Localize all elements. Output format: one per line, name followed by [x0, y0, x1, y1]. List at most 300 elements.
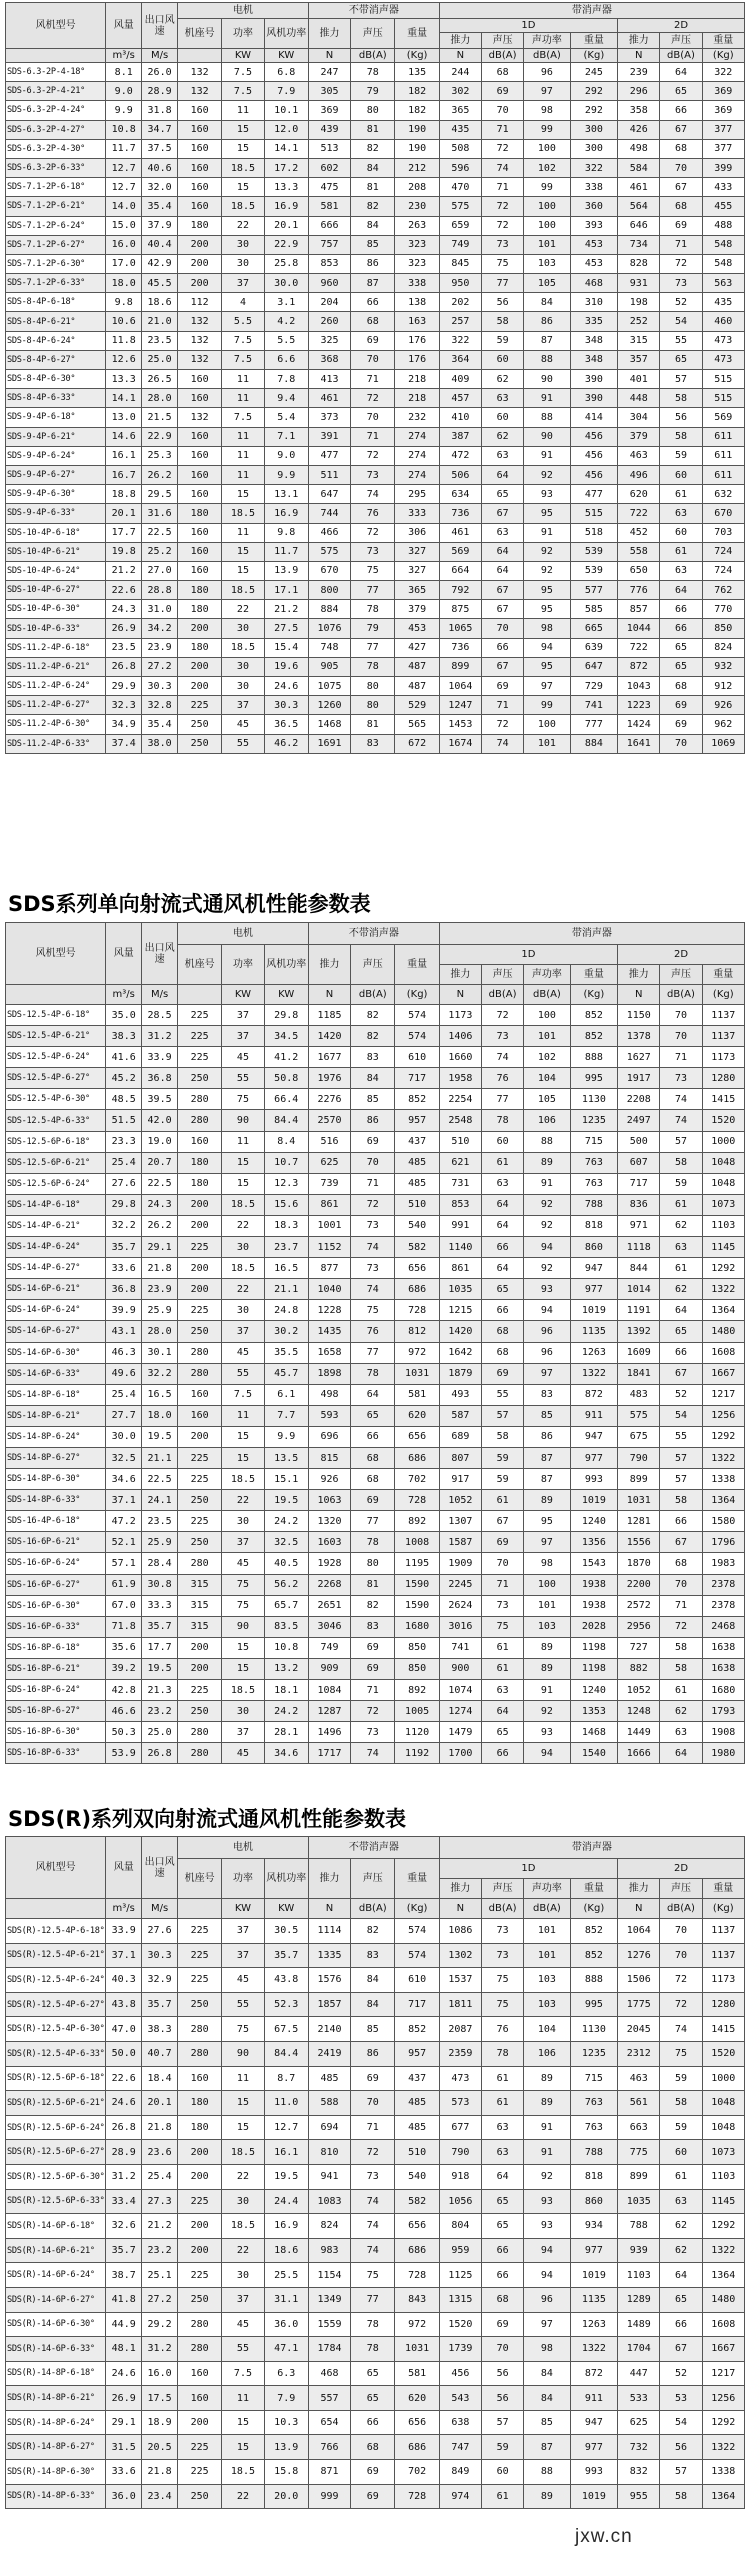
table-row — [6, 485, 745, 504]
table-cell: 91 — [524, 1173, 570, 1194]
cell-model: SDS-14-8P-6-18° — [6, 1384, 106, 1405]
table-cell: 7.8 — [264, 370, 308, 389]
table-cell: 64 — [481, 1258, 523, 1279]
table-cell: 77 — [351, 581, 395, 600]
table-cell: 78 — [351, 657, 395, 676]
table-cell: 66 — [660, 101, 702, 120]
table-cell: 92 — [524, 542, 570, 561]
table-cell: 94 — [524, 1300, 570, 1321]
table-cell: 22.9 — [142, 427, 178, 446]
unit-2d-sound-pressure: dB(A) — [660, 1899, 702, 1919]
table-cell: 1480 — [702, 1321, 744, 1342]
table-cell: 899 — [618, 2164, 660, 2189]
table-cell: 892 — [395, 1680, 439, 1701]
cell-model: SDS-16-8P-6-27° — [6, 1701, 106, 1722]
table-cell: 72 — [660, 254, 702, 273]
table-cell: 55 — [222, 1363, 264, 1384]
table-cell: 763 — [570, 1152, 618, 1173]
table-cell: 23.5 — [106, 638, 142, 657]
unit-sound-pressure: dB(A) — [351, 1899, 395, 1919]
table-cell: 9.0 — [106, 82, 142, 101]
table-cell: 55 — [481, 1384, 523, 1405]
table-cell: 180 — [178, 504, 222, 523]
table-cell: 28.8 — [142, 581, 178, 600]
table-cell: 30.8 — [142, 1574, 178, 1595]
cell-model: SDS(R)-14-8P-6-27° — [6, 2435, 106, 2460]
unit-2d-thrust: N — [618, 1899, 660, 1919]
table-cell: 2254 — [439, 1089, 481, 1110]
table-cell: 427 — [395, 638, 439, 657]
table-cell: 315 — [178, 1574, 222, 1595]
watermark: jxw.cn — [575, 2526, 633, 2547]
unit-2d-weight: (Kg) — [702, 49, 744, 63]
table-cell: 487 — [395, 677, 439, 696]
table-cell: 52.3 — [264, 1992, 308, 2017]
unit-airflow: m³/s — [106, 49, 142, 63]
table-row — [6, 1511, 745, 1532]
table-cell: 26.5 — [142, 370, 178, 389]
table-cell: 468 — [570, 274, 618, 293]
table-cell: 84.4 — [264, 1110, 308, 1131]
unit-fan-power: KW — [264, 1899, 308, 1919]
table-cell: 1240 — [570, 1680, 618, 1701]
table-cell: 78 — [351, 1532, 395, 1553]
table-cell: 728 — [395, 2263, 439, 2288]
table-cell: 64 — [660, 1743, 702, 1764]
table-cell: 77 — [351, 1342, 395, 1363]
table-cell: 30.2 — [264, 1321, 308, 1342]
table-cell: 180 — [178, 2115, 222, 2140]
table-cell: 100 — [524, 715, 570, 734]
table-cell: 81 — [351, 120, 395, 139]
table-cell: 473 — [702, 350, 744, 369]
table-cell: 37 — [222, 1919, 264, 1944]
table-cell: 91 — [524, 2115, 570, 2140]
table-cell: 37 — [222, 1943, 264, 1968]
table-cell: 36.0 — [264, 2312, 308, 2337]
table-cell: 225 — [178, 2460, 222, 2485]
table-cell: 5.4 — [264, 408, 308, 427]
table-cell: 160 — [178, 485, 222, 504]
table-cell: 4.2 — [264, 312, 308, 331]
table-cell: 218 — [395, 370, 439, 389]
table-cell: 92 — [524, 2164, 570, 2189]
table-cell: 70 — [660, 1574, 702, 1595]
table-cell: 75 — [481, 1992, 523, 2017]
table-cell: 2045 — [618, 2017, 660, 2042]
table-cell: 50.0 — [106, 2041, 142, 2066]
table-cell: 66 — [481, 1743, 523, 1764]
table-cell: 2200 — [618, 1574, 660, 1595]
table-cell: 2359 — [439, 2041, 481, 2066]
table-cell: 1064 — [618, 1919, 660, 1944]
table-cell: 741 — [439, 1637, 481, 1658]
table-cell: 280 — [178, 1743, 222, 1764]
table-cell: 1983 — [702, 1553, 744, 1574]
table-cell: 23.4 — [142, 2484, 178, 2509]
table-cell: 7.7 — [264, 1405, 308, 1426]
table-cell: 103 — [524, 1616, 570, 1637]
table-row — [6, 2263, 745, 2288]
table-row — [6, 1068, 745, 1089]
table-cell: 365 — [395, 581, 439, 600]
table-cell: 23.3 — [106, 1131, 142, 1152]
col-group-1d: 1D — [439, 19, 617, 33]
table-cell: 1130 — [570, 1089, 618, 1110]
table-cell: 135 — [395, 63, 439, 82]
table-cell: 736 — [439, 504, 481, 523]
table-cell: 569 — [439, 542, 481, 561]
table-cell: 97 — [524, 677, 570, 696]
table-cell: 539 — [570, 561, 618, 580]
table-row — [6, 1701, 745, 1722]
table-cell: 63 — [481, 523, 523, 542]
table-row — [6, 2214, 745, 2239]
table-cell: 7.5 — [222, 331, 264, 350]
col-1d-sound-power: 声功率 — [524, 1879, 570, 1899]
cell-model: SDS(R)-14-8P-6-33° — [6, 2484, 106, 2509]
table-cell: 7.5 — [222, 2361, 264, 2386]
table-cell: 22 — [222, 1490, 264, 1511]
table-cell: 1217 — [702, 2361, 744, 2386]
table-cell: 461 — [308, 389, 350, 408]
cell-model: SDS-6.3-2P-4-27° — [6, 120, 106, 139]
table-row — [6, 2066, 745, 2091]
table-cell: 1322 — [702, 1279, 744, 1300]
table-row — [6, 235, 745, 254]
table-cell: 724 — [702, 561, 744, 580]
table-cell: 2468 — [702, 1616, 744, 1637]
table-cell: 21.8 — [142, 2115, 178, 2140]
table-cell: 33.6 — [106, 1258, 142, 1279]
cell-model: SDS-9-4P-6-18° — [6, 408, 106, 427]
table-cell: 410 — [439, 408, 481, 427]
table-cell: 991 — [439, 1215, 481, 1236]
col-airflow: 风量 — [106, 1837, 142, 1899]
unit-1d-weight: (Kg) — [570, 1899, 618, 1919]
cell-model: SDS(R)-14-8P-6-21° — [6, 2386, 106, 2411]
table-cell: 861 — [308, 1194, 350, 1215]
table-cell: 61 — [481, 2066, 523, 2091]
cell-model: SDS(R)-12.5-6P-6-33° — [6, 2189, 106, 2214]
table-cell: 69 — [481, 1532, 523, 1553]
table-cell: 69 — [351, 331, 395, 350]
table-cell: 1064 — [439, 677, 481, 696]
table-cell: 202 — [439, 293, 481, 312]
table-cell: 66 — [481, 1300, 523, 1321]
table-cell: 82 — [351, 1026, 395, 1047]
table-cell: 1479 — [439, 1722, 481, 1743]
table-cell: 1083 — [308, 2189, 350, 2214]
table-cell: 310 — [570, 293, 618, 312]
table-cell: 70 — [481, 2337, 523, 2362]
table-cell: 12.6 — [106, 350, 142, 369]
table-cell: 46.3 — [106, 1342, 142, 1363]
table-cell: 72 — [351, 389, 395, 408]
table-cell: 977 — [570, 1447, 618, 1468]
table-cell: 24.1 — [142, 1490, 178, 1511]
table-cell: 37 — [222, 1532, 264, 1553]
cell-model: SDS-6.3-2P-4-21° — [6, 82, 106, 101]
cell-model: SDS-14-8P-6-24° — [6, 1426, 106, 1447]
table-row — [6, 657, 745, 676]
cell-model: SDS-11.2-4P-6-30° — [6, 715, 106, 734]
table-cell: 57 — [660, 1131, 702, 1152]
table-cell: 957 — [395, 1110, 439, 1131]
table-cell: 11.7 — [106, 139, 142, 158]
table-cell: 30 — [222, 1237, 264, 1258]
table-cell: 23.6 — [142, 2140, 178, 2165]
table-cell: 30 — [222, 677, 264, 696]
table-cell: 607 — [618, 1152, 660, 1173]
table-cell: 11.8 — [106, 331, 142, 350]
table-cell: 64 — [481, 561, 523, 580]
table-cell: 250 — [178, 1701, 222, 1722]
unit-1d-weight: (Kg) — [570, 49, 618, 63]
table-cell: 93 — [524, 2214, 570, 2239]
table-cell: 160 — [178, 1405, 222, 1426]
table-cell: 435 — [702, 293, 744, 312]
cell-model: SDS-8-4P-6-27° — [6, 350, 106, 369]
table-row — [6, 581, 745, 600]
table-cell: 35.4 — [142, 197, 178, 216]
table-cell: 30.3 — [264, 696, 308, 715]
table-cell: 373 — [308, 408, 350, 427]
table-cell: 1909 — [439, 1553, 481, 1574]
table-cell: 393 — [570, 216, 618, 235]
table-cell: 715 — [570, 2066, 618, 2091]
table-cell: 30 — [222, 2189, 264, 2214]
table-cell: 22.5 — [142, 1469, 178, 1490]
table-cell: 57 — [660, 1469, 702, 1490]
table-cell: 1031 — [618, 1490, 660, 1511]
table-cell: 1356 — [570, 1532, 618, 1553]
table-cell: 85 — [351, 1089, 395, 1110]
table-cell: 1260 — [308, 696, 350, 715]
table-cell: 132 — [178, 82, 222, 101]
table-cell: 92 — [524, 561, 570, 580]
table-cell: 934 — [570, 2214, 618, 2239]
table-cell: 11 — [222, 427, 264, 446]
table-cell: 24.6 — [106, 2361, 142, 2386]
table-cell: 13.2 — [264, 1658, 308, 1679]
table-cell: 2268 — [308, 1574, 350, 1595]
table-cell: 1137 — [702, 1919, 744, 1944]
table-cell: 905 — [308, 657, 350, 676]
table-cell: 656 — [395, 2214, 439, 2239]
table-cell: 61 — [481, 1152, 523, 1173]
table-cell: 61 — [660, 1258, 702, 1279]
table-cell: 995 — [570, 1068, 618, 1089]
table-cell: 160 — [178, 120, 222, 139]
table-cell: 200 — [178, 1426, 222, 1447]
table-cell: 15 — [222, 485, 264, 504]
table-cell: 49.6 — [106, 1363, 142, 1384]
col-outlet-speed: 出口风速 — [142, 3, 178, 49]
table-cell: 55 — [660, 331, 702, 350]
table-cell: 1084 — [308, 1680, 350, 1701]
table-cell: 65 — [481, 485, 523, 504]
table-cell: 621 — [439, 1152, 481, 1173]
table-cell: 18.6 — [264, 2238, 308, 2263]
table-cell: 57 — [481, 1405, 523, 1426]
table-cell: 10.3 — [264, 2410, 308, 2435]
table-cell: 86 — [351, 254, 395, 273]
table-cell: 322 — [702, 63, 744, 82]
table-cell: 22.6 — [106, 2066, 142, 2091]
table-cell: 25.5 — [264, 2263, 308, 2288]
table-cell: 13.3 — [264, 178, 308, 197]
table-cell: 1543 — [570, 1553, 618, 1574]
table-cell: 71 — [660, 1595, 702, 1616]
table-cell: 13.1 — [264, 485, 308, 504]
table-cell: 25.0 — [142, 1722, 178, 1743]
table-cell: 557 — [308, 2386, 350, 2411]
table-cell: 32.5 — [264, 1532, 308, 1553]
table-cell: 67 — [660, 178, 702, 197]
table-cell: 63 — [660, 504, 702, 523]
table-cell: 832 — [618, 2460, 660, 2485]
table-cell: 900 — [439, 1658, 481, 1679]
table-cell: 1322 — [702, 2238, 744, 2263]
unit-1d-weight: (Kg) — [570, 985, 618, 1005]
table-cell: 89 — [524, 1490, 570, 1511]
table-cell: 31.6 — [142, 504, 178, 523]
col-group-with-silencer: 带消声器 — [439, 3, 744, 19]
table-cell: 11 — [222, 101, 264, 120]
table-cell: 69 — [351, 1131, 395, 1152]
table-cell: 17.0 — [106, 254, 142, 273]
table-cell: 485 — [395, 2115, 439, 2140]
table-cell: 66 — [481, 2238, 523, 2263]
table-cell: 564 — [618, 197, 660, 216]
table-cell: 4 — [222, 293, 264, 312]
table-cell: 717 — [395, 1068, 439, 1089]
table-cell: 30.1 — [142, 1342, 178, 1363]
table-cell: 37 — [222, 696, 264, 715]
table-cell: 83 — [351, 1943, 395, 1968]
table-cell: 14.1 — [264, 139, 308, 158]
table-cell: 348 — [570, 331, 618, 350]
table-cell: 1063 — [308, 1490, 350, 1511]
table-cell: 22.9 — [264, 235, 308, 254]
table-cell: 728 — [395, 1490, 439, 1511]
table-cell: 677 — [439, 2115, 481, 2140]
table-cell: 93 — [524, 1279, 570, 1300]
col-2d-sound-pressure: 声压 — [660, 965, 702, 985]
table-cell: 565 — [395, 715, 439, 734]
table-cell: 1075 — [308, 677, 350, 696]
table-cell: 230 — [395, 197, 439, 216]
table-cell: 650 — [618, 561, 660, 580]
col-1d-sound-pressure: 声压 — [481, 1879, 523, 1899]
col-group-2d: 2D — [618, 1859, 745, 1879]
table-cell: 515 — [702, 389, 744, 408]
table-cell: 71 — [351, 1173, 395, 1194]
table-cell: 596 — [439, 158, 481, 177]
table-cell: 540 — [395, 1215, 439, 1236]
table-cell: 102 — [524, 158, 570, 177]
table-cell: 369 — [702, 101, 744, 120]
table-cell: 160 — [178, 370, 222, 389]
table-cell: 60 — [481, 1131, 523, 1152]
table-cell: 485 — [395, 1152, 439, 1173]
table-cell: 1048 — [702, 2091, 744, 2116]
table-cell: 11 — [222, 389, 264, 408]
table-cell: 15 — [222, 2410, 264, 2435]
table-row — [6, 1215, 745, 1236]
table-cell: 163 — [395, 312, 439, 331]
table-cell: 53 — [660, 2386, 702, 2411]
table-cell: 68 — [660, 139, 702, 158]
table-cell: 22 — [222, 2164, 264, 2189]
cell-model: SDS-12.5-4P-6-27° — [6, 1068, 106, 1089]
table-cell: 84 — [351, 1068, 395, 1089]
table-cell: 92 — [524, 1194, 570, 1215]
table-cell: 3016 — [439, 1616, 481, 1637]
cell-model: SDS-10-4P-6-33° — [6, 619, 106, 638]
col-airflow: 风量 — [106, 3, 142, 49]
table-cell: 15 — [222, 1426, 264, 1447]
cell-model: SDS-11.2-4P-6-21° — [6, 657, 106, 676]
table-cell: 728 — [395, 2484, 439, 2509]
table-cell: 1691 — [308, 734, 350, 753]
table-cell: 1480 — [702, 2287, 744, 2312]
table-cell: 63 — [660, 1237, 702, 1258]
table-cell: 2419 — [308, 2041, 350, 2066]
table-cell: 1056 — [439, 2189, 481, 2214]
table-cell: 59 — [660, 2115, 702, 2140]
table-cell: 67 — [660, 120, 702, 139]
table-row — [6, 715, 745, 734]
table-cell: 1980 — [702, 1743, 744, 1764]
table-cell: 225 — [178, 1026, 222, 1047]
table-cell: 515 — [702, 370, 744, 389]
table-cell: 37 — [222, 1722, 264, 1743]
table-cell: 88 — [524, 350, 570, 369]
table-cell: 58 — [660, 427, 702, 446]
table-cell: 74 — [660, 1110, 702, 1131]
table-cell: 939 — [618, 2238, 660, 2263]
table-cell: 15 — [222, 178, 264, 197]
table-cell: 9.8 — [106, 293, 142, 312]
table-cell: 439 — [308, 120, 350, 139]
table-cell: 357 — [618, 350, 660, 369]
table-cell: 12.7 — [106, 178, 142, 197]
table-cell: 63 — [481, 389, 523, 408]
table-cell: 160 — [178, 2386, 222, 2411]
table-cell: 30 — [222, 1701, 264, 1722]
table-cell: 200 — [178, 1658, 222, 1679]
table-cell: 160 — [178, 465, 222, 484]
table-cell: 1154 — [308, 2263, 350, 2288]
table-cell: 1173 — [702, 1968, 744, 1993]
table-cell: 61 — [481, 1658, 523, 1679]
table-cell: 5.5 — [222, 312, 264, 331]
table-cell: 836 — [618, 1194, 660, 1215]
table-cell: 899 — [439, 657, 481, 676]
table-cell: 280 — [178, 2041, 222, 2066]
table-cell: 27.7 — [106, 1405, 142, 1426]
table-row — [6, 370, 745, 389]
table-cell: 263 — [395, 216, 439, 235]
table-cell: 204 — [308, 293, 350, 312]
table-cell: 64 — [481, 1194, 523, 1215]
table-row — [6, 1384, 745, 1405]
table-cell: 68 — [351, 2435, 395, 2460]
table-cell: 717 — [618, 1173, 660, 1194]
table-cell: 18.3 — [264, 1215, 308, 1236]
